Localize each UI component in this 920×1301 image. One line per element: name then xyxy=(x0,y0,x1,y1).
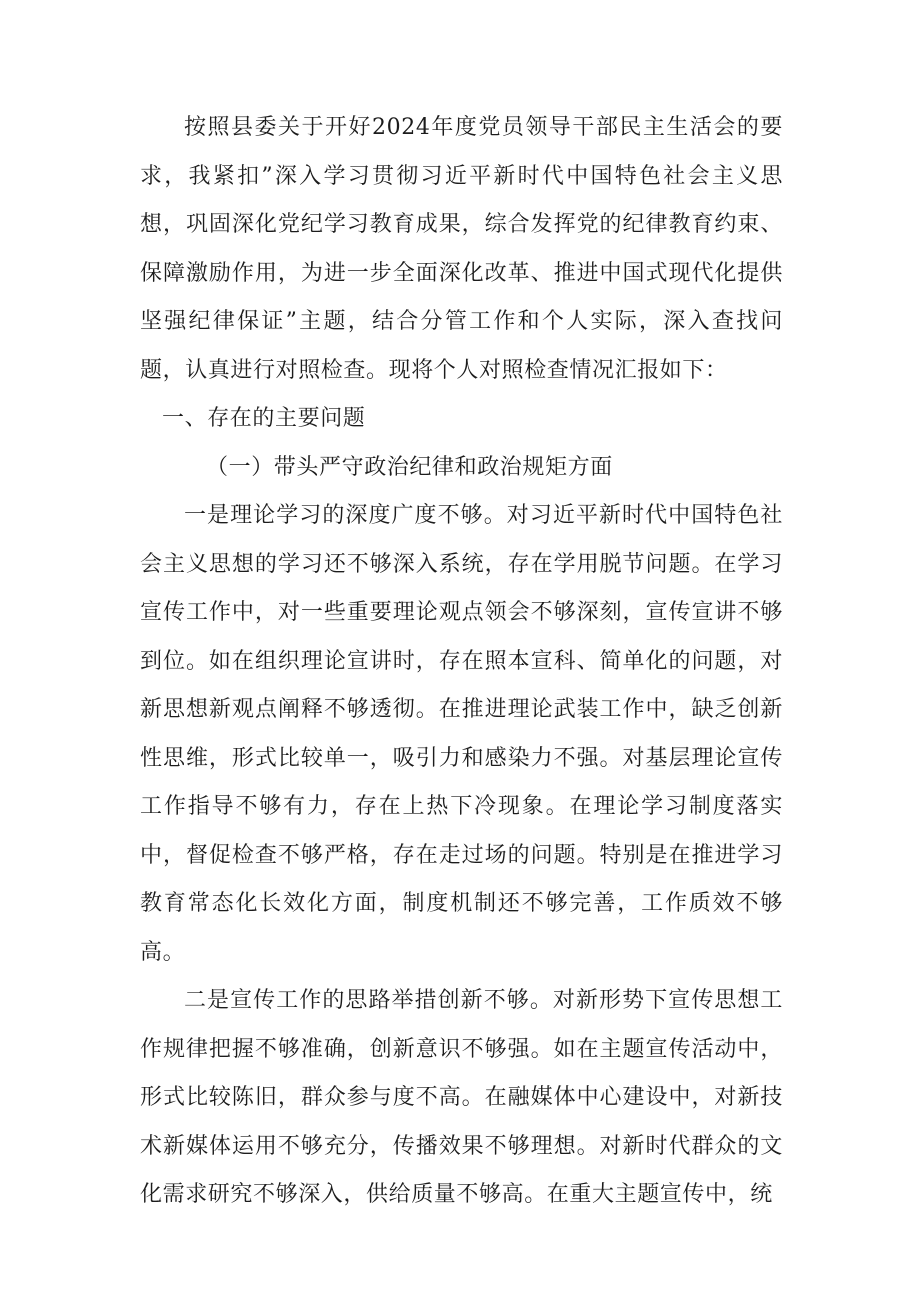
body-paragraph-2: 二是宣传工作的思路举措创新不够。对新形势下宣传思想工作规律把握不够准确，创新意识不够强。如在主题宣传活动中，形式比较陈旧，群众参与度不高。在融媒体中心建设中，对新技术新媒体运用不够充分，传播效果不够理想。对新时代群众的文化需求研究不够深入，供给质量不够高。在重大主题宣传中，统 xyxy=(140,988,783,1207)
intro-paragraph: 按照县委关于开好2024年度党员领导干部民主生活会的要求，我紧扣”深入学习贯彻习近平新时代中国特色社会主义思想，巩固深化党纪学习教育成果，综合发挥党的纪律教育约束、保障激励作用，为进一步全面深化改革、推进中国式现代化提供坚强纪律保证”主题，结合分管工作和个人实际，深入查找问题，认真进行对照检查。现将个人对照检查情况汇报如下： xyxy=(140,115,783,383)
section-heading: 一、存在的主要问题 xyxy=(162,406,366,431)
subsection-heading: （一）带头严守政治纪律和政治规矩方面 xyxy=(206,454,613,480)
document-body xyxy=(140,104,783,1220)
body-paragraph-1: 一是理论学习的深度广度不够。对习近平新时代中国特色社会主义思想的学习还不够深入系统，存在学用脱节问题。在学习宣传工作中，对一些重要理论观点领会不够深刻，宣传宣讲不够到位。如在组织理论宣讲时，存在照本宣科、简单化的问题，对新思想新观点阐释不够透彻。在推进理论武装工作中，缺乏创新性思维，形式比较单一，吸引力和感染力不强。对基层理论宣传工作指导不够有力，存在上热下冷现象。在理论学习制度落实中，督促检查不够严格，存在走过场的问题。特别是在推进学习教育常态化长效化方面，制度机制还不够完善，工作质效不够高。 xyxy=(140,503,783,965)
